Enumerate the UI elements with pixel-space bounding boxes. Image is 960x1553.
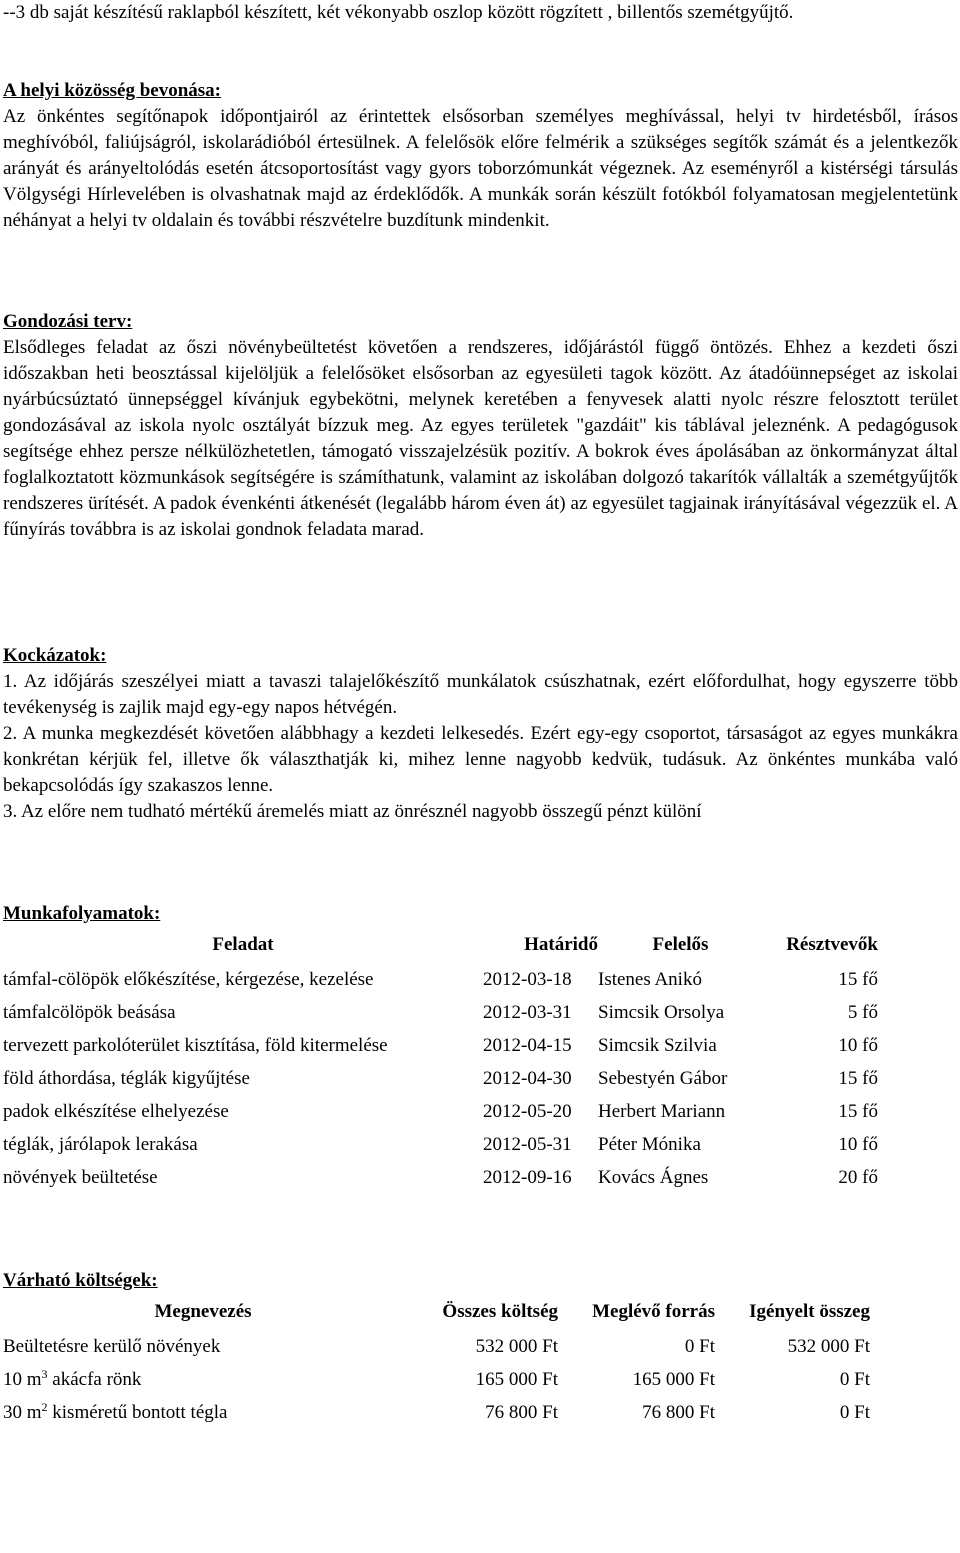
responsible-cell: Simcsik Orsolya xyxy=(598,1001,725,1023)
workflow-col-responsible: Felelős xyxy=(652,934,709,955)
total-cost-cell: 165 000 Ft xyxy=(475,1368,558,1390)
workflow-col-participants: Résztvevők xyxy=(786,934,878,955)
requested-amount-cell: 0 Ft xyxy=(839,1401,870,1423)
community-text: Az önkéntes segítőnapok időpontjairól az érintettek elsősorban személyes meghívással, helyi tv hirdetésből, írásos meghívóból, faliújságról, iskolarádióból értesülnek. A felelősök előre felmérik a szükséges segítők számát és a jelentkezők arányát és arányeltolódás esetén átcsoportosítást vagy gyors toborzómunkát végeznek. Az eseményről a kistérségi társulás Völgységi Hírlevelében is olvashatnak majd az érdeklődők. A munkák során készült fotókból folyamatosan megjelentetünk néhányat a helyi tv oldalain és további részvételre buzdítunk mindenkit. xyxy=(3,106,958,231)
total-cost-cell: 76 800 Ft xyxy=(485,1401,558,1423)
task-cell: növények beültetése xyxy=(3,1166,158,1188)
deadline-cell: 2012-04-30 xyxy=(483,1067,572,1089)
participants-cell: 5 fő xyxy=(847,1001,878,1023)
table-row xyxy=(3,963,878,996)
responsible-cell: Simcsik Szilvia xyxy=(598,1034,717,1056)
care-heading: Gondozási terv: xyxy=(3,311,133,332)
responsible-cell: Istenes Anikó xyxy=(598,968,702,990)
deadline-cell: 2012-05-20 xyxy=(483,1100,572,1122)
costs-col-existing: Meglévő forrás xyxy=(592,1301,715,1322)
table-row xyxy=(3,996,878,1029)
table-row xyxy=(3,1330,870,1363)
deadline-cell: 2012-04-15 xyxy=(483,1034,572,1056)
workflow-header-row xyxy=(3,927,878,963)
participants-cell: 15 fő xyxy=(838,1067,878,1089)
community-heading: A helyi közösség bevonása: xyxy=(3,80,221,101)
existing-source-cell: 0 Ft xyxy=(684,1335,715,1357)
task-cell: támfal-cölöpök előkészítése, kérgezése, kezelése xyxy=(3,968,374,990)
table-row xyxy=(3,1161,878,1194)
risk-item-2: 2. A munka megkezdését követően alábbhagy a kezdeti lelkesedés. Ezért egy-egy csoportot, társaságot az egyes munkákra konkrétan kérjük fel, illetve ők választhatják ki, mihez lenne nagyobb kedvük, tudásuk. Az önkéntes munkába való bekapcsolódás így szakaszos lenne. xyxy=(3,723,958,796)
participants-cell: 10 fő xyxy=(838,1133,878,1155)
item-name-cell: 30 $m^2$ kisméretű bontott tégla xyxy=(3,1399,228,1423)
responsible-cell: Sebestyén Gábor xyxy=(598,1067,728,1089)
document-page xyxy=(3,0,958,1429)
requested-amount-cell: 0 Ft xyxy=(839,1368,870,1390)
table-row xyxy=(3,1396,870,1429)
participants-cell: 20 fő xyxy=(838,1166,878,1188)
item-name-cell: 10 $m^3$ akácfa rönk xyxy=(3,1366,142,1390)
table-row xyxy=(3,1062,878,1095)
care-text: Elsődleges feladat az őszi növénybeültetést követően a rendszeres, időjárástól függő öntözés. Ehhez a kezdeti őszi időszakban heti beosztással kijelöljük a felelősöket elsősorban az egyesületi tagok között. Az átadóünnepséget az iskolai nyárbúcsúztató ünnepséggel kívánjuk egybekötni, melynek keretében a fenyvesek alatti nyolc részre felosztott terület gondozásával az iskola nyolc osztályát bízzuk meg. Az egyes területek "gazdáit" kis táblával jeleznénk. A pedagógusok segítsége ehhez persze nélkülözhetetlen, támogató visszajelzésük pozitív. A bokrok éves ápolásában az önkormányzat által foglalkoztatott közmunkások segítségére is számíthatunk, valamint az iskolában dolgozó takarítók vállalták a szemétgyűjtők rendszeres ürítését. A padok évenkénti átkenését (legalább három éven át) az egyesület tagjainak irányításával végezzük el. A fűnyírás továbbra is az iskolai gondnok feladata marad. xyxy=(3,337,958,540)
costs-table xyxy=(3,1294,870,1429)
costs-col-total: Összes költség xyxy=(442,1301,558,1322)
table-row xyxy=(3,1029,878,1062)
risk-item-3: 3. Az előre nem tudható mértékű áremelés miatt az önrésznél nagyobb összegű pénzt különí xyxy=(3,801,702,822)
costs-header-row xyxy=(3,1294,870,1330)
deadline-cell: 2012-09-16 xyxy=(483,1166,572,1188)
costs-col-name: Megnevezés xyxy=(154,1301,252,1322)
table-row xyxy=(3,1128,878,1161)
task-cell: tervezett parkolóterület kisztítása, föld kitermelése xyxy=(3,1034,388,1056)
responsible-cell: Herbert Mariann xyxy=(598,1100,726,1122)
responsible-cell: Kovács Ágnes xyxy=(598,1166,709,1188)
existing-source-cell: 165 000 Ft xyxy=(632,1368,715,1390)
deadline-cell: 2012-03-31 xyxy=(483,1001,572,1023)
workflow-col-task: Feladat xyxy=(212,934,274,955)
table-row xyxy=(3,1363,870,1396)
intro-item: --3 db saját készítésű raklapból készített, két vékonyabb oszlop között rögzített , billentős szemétgyűjtő. xyxy=(3,2,794,23)
responsible-cell: Péter Mónika xyxy=(598,1133,701,1155)
participants-cell: 10 fő xyxy=(838,1034,878,1056)
workflow-table xyxy=(3,927,878,1194)
requested-amount-cell: 532 000 Ft xyxy=(787,1335,870,1357)
item-name-cell: Beültetésre kerülő növények xyxy=(3,1335,221,1357)
participants-cell: 15 fő xyxy=(838,968,878,990)
deadline-cell: 2012-05-31 xyxy=(483,1133,572,1155)
workflow-heading: Munkafolyamatok: xyxy=(3,903,161,924)
task-cell: padok elkészítése elhelyezése xyxy=(3,1100,229,1122)
participants-cell: 15 fő xyxy=(838,1100,878,1122)
task-cell: téglák, járólapok lerakása xyxy=(3,1133,198,1155)
task-cell: föld áthordása, téglák kigyűjtése xyxy=(3,1067,250,1089)
existing-source-cell: 76 800 Ft xyxy=(642,1401,715,1423)
workflow-col-deadline: Határidő xyxy=(524,934,598,955)
task-cell: támfalcölöpök beásása xyxy=(3,1001,176,1023)
deadline-cell: 2012-03-18 xyxy=(483,968,572,990)
costs-col-requested: Igényelt összeg xyxy=(749,1301,870,1322)
total-cost-cell: 532 000 Ft xyxy=(475,1335,558,1357)
costs-heading: Várható költségek: xyxy=(3,1270,158,1291)
risks-heading: Kockázatok: xyxy=(3,645,107,666)
table-row xyxy=(3,1095,878,1128)
risk-item-1: 1. Az időjárás szeszélyei miatt a tavaszi talajelőkészítő munkálatok csúszhatnak, ezért előfordulhat, hogy egyszerre több tevékenység is zajlik majd egy-egy napos hétvégén. xyxy=(3,671,958,718)
